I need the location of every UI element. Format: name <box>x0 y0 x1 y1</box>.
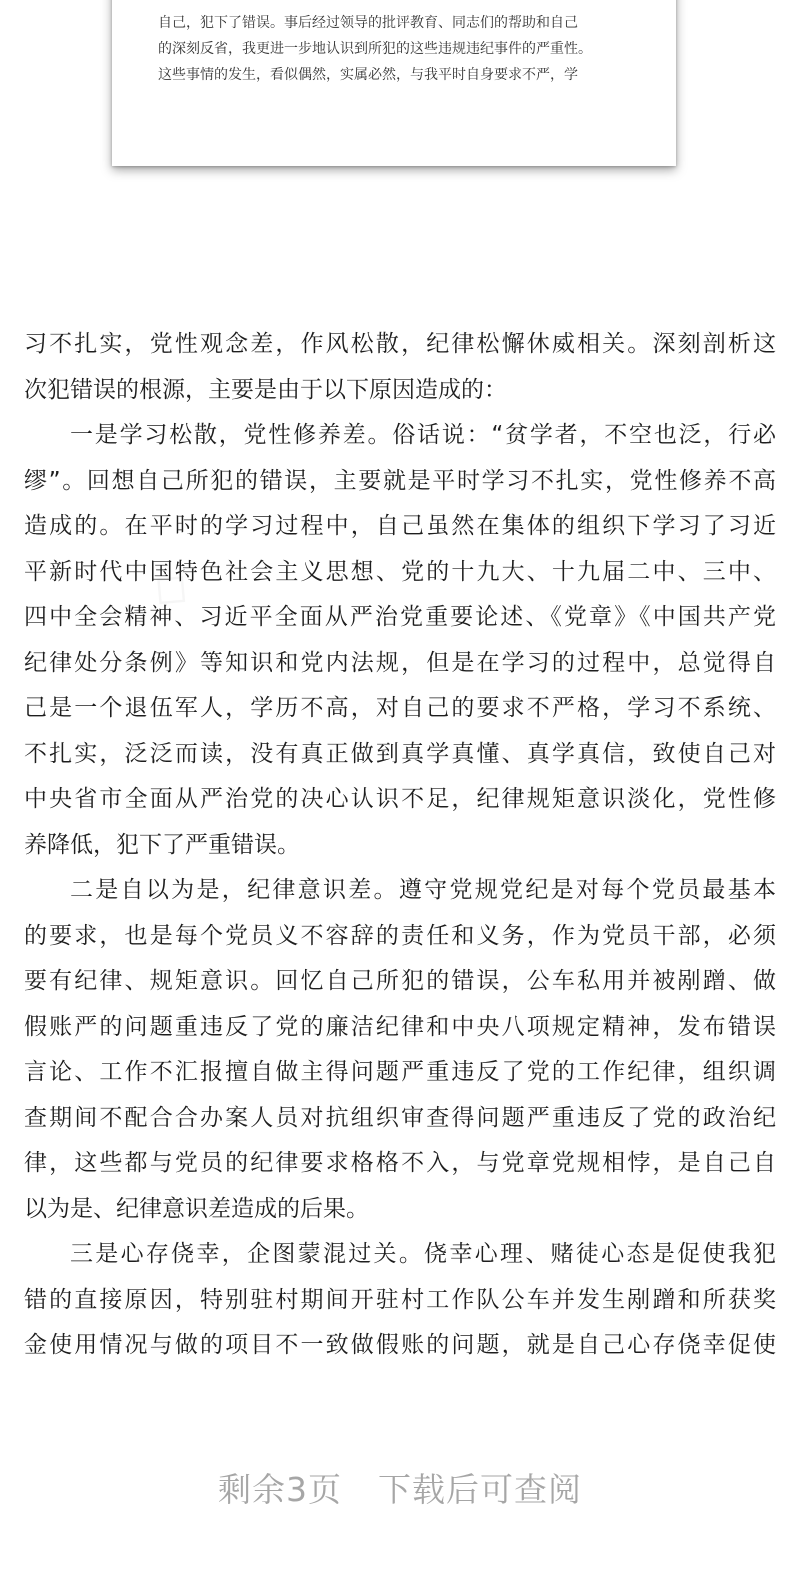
preview-line: 的深刻反省，我更进一步地认识到所犯的这些违规违纪事件的严重性。 <box>158 41 592 57</box>
paragraph-start: 三是心存侥幸，企图蒙混过关。侥幸心理、赌徒心态是促使我犯 <box>70 1241 776 1267</box>
preview-line: 这些事情的发生，看似偶然，实属必然，与我平时自身要求不严，学 <box>158 67 578 83</box>
text-line: 假账严的问题重违反了党的廉洁纪律和中央八项规定精神，发布错误 <box>24 1013 776 1040</box>
document-preview-card <box>112 0 676 166</box>
text-line: 习不扎实，党性观念差，作风松散，纪律松懈休威相关。深刻剖析这 <box>24 331 776 357</box>
remaining-pages-label: 剩余3页 <box>218 1470 342 1509</box>
preview-line: 自己，犯下了错误。事后经过领导的批评教育、同志们的帮助和自己 <box>158 15 578 31</box>
document-body <box>24 322 776 1369</box>
text-line: 查期间不配合合办案人员对抗组织审查得问题严重违反了党的政治纪 <box>24 1104 776 1131</box>
text-line: 次犯错误的根源，主要是由于以下原因造成的： <box>24 376 507 403</box>
text-line: 纪律处分条例》等知识和党内法规，但是在学习的过程中，总觉得自 <box>24 649 776 676</box>
text-line: 不扎实，泛泛而读，没有真正做到真学真懂、真学真信，致使自己对 <box>24 740 776 767</box>
download-to-read-more[interactable] <box>0 1466 800 1514</box>
text-line: 造成的。在平时的学习过程中，自己虽然在集体的组织下学习了习近 <box>24 513 776 539</box>
text-line: 中央省市全面从严治党的决心认识不足，纪律规矩意识淡化，党性修 <box>24 786 776 812</box>
text-line: 缪”。回想自己所犯的错误，主要就是平时学习不扎实，党性修养不高 <box>24 467 776 494</box>
text-line: 己是一个退伍军人，学历不高，对自己的要求不严格，学习不系统、 <box>24 695 776 721</box>
text-line: 的要求，也是每个党员义不容辞的责任和义务，作为党员干部，必须 <box>24 922 776 949</box>
text-line: 错的直接原因，特别驻村期间开驻村工作队公车并发生剐蹭和所获奖 <box>24 1286 776 1313</box>
text-line: 金使用情况与做的项目不一致做假账的问题，就是自己心存侥幸促使 <box>24 1332 776 1358</box>
text-line: 言论、工作不汇报擅自做主得问题严重违反了党的工作纪律，组织调 <box>24 1059 776 1085</box>
text-line: 以为是、纪律意识差造成的后果。 <box>24 1195 369 1222</box>
paragraph-start: 二是自以为是，纪律意识差。遵守党规党纪是对每个党员最基本 <box>70 877 776 903</box>
text-line: 律，这些都与党员的纪律要求格格不入，与党章党规相悖，是自己自 <box>24 1150 776 1176</box>
text-line: 养降低，犯下了严重错误。 <box>24 831 300 858</box>
paragraph-start: 一是学习松散，党性修养差。俗话说：“贫学者，不空也泛，行必 <box>70 422 776 448</box>
text-line: 四中全会精神、习近平全面从严治党重要论述、《党章》《中国共产党 <box>24 604 776 630</box>
download-prompt-label: 下载后可查阅 <box>378 1470 582 1509</box>
text-line: 要有纪律、规矩意识。回忆自己所犯的错误，公车私用并被剐蹭、做 <box>24 968 776 994</box>
text-line: 平新时代中国特色社会主义思想、党的十九大、十九届二中、三中、 <box>24 558 776 585</box>
